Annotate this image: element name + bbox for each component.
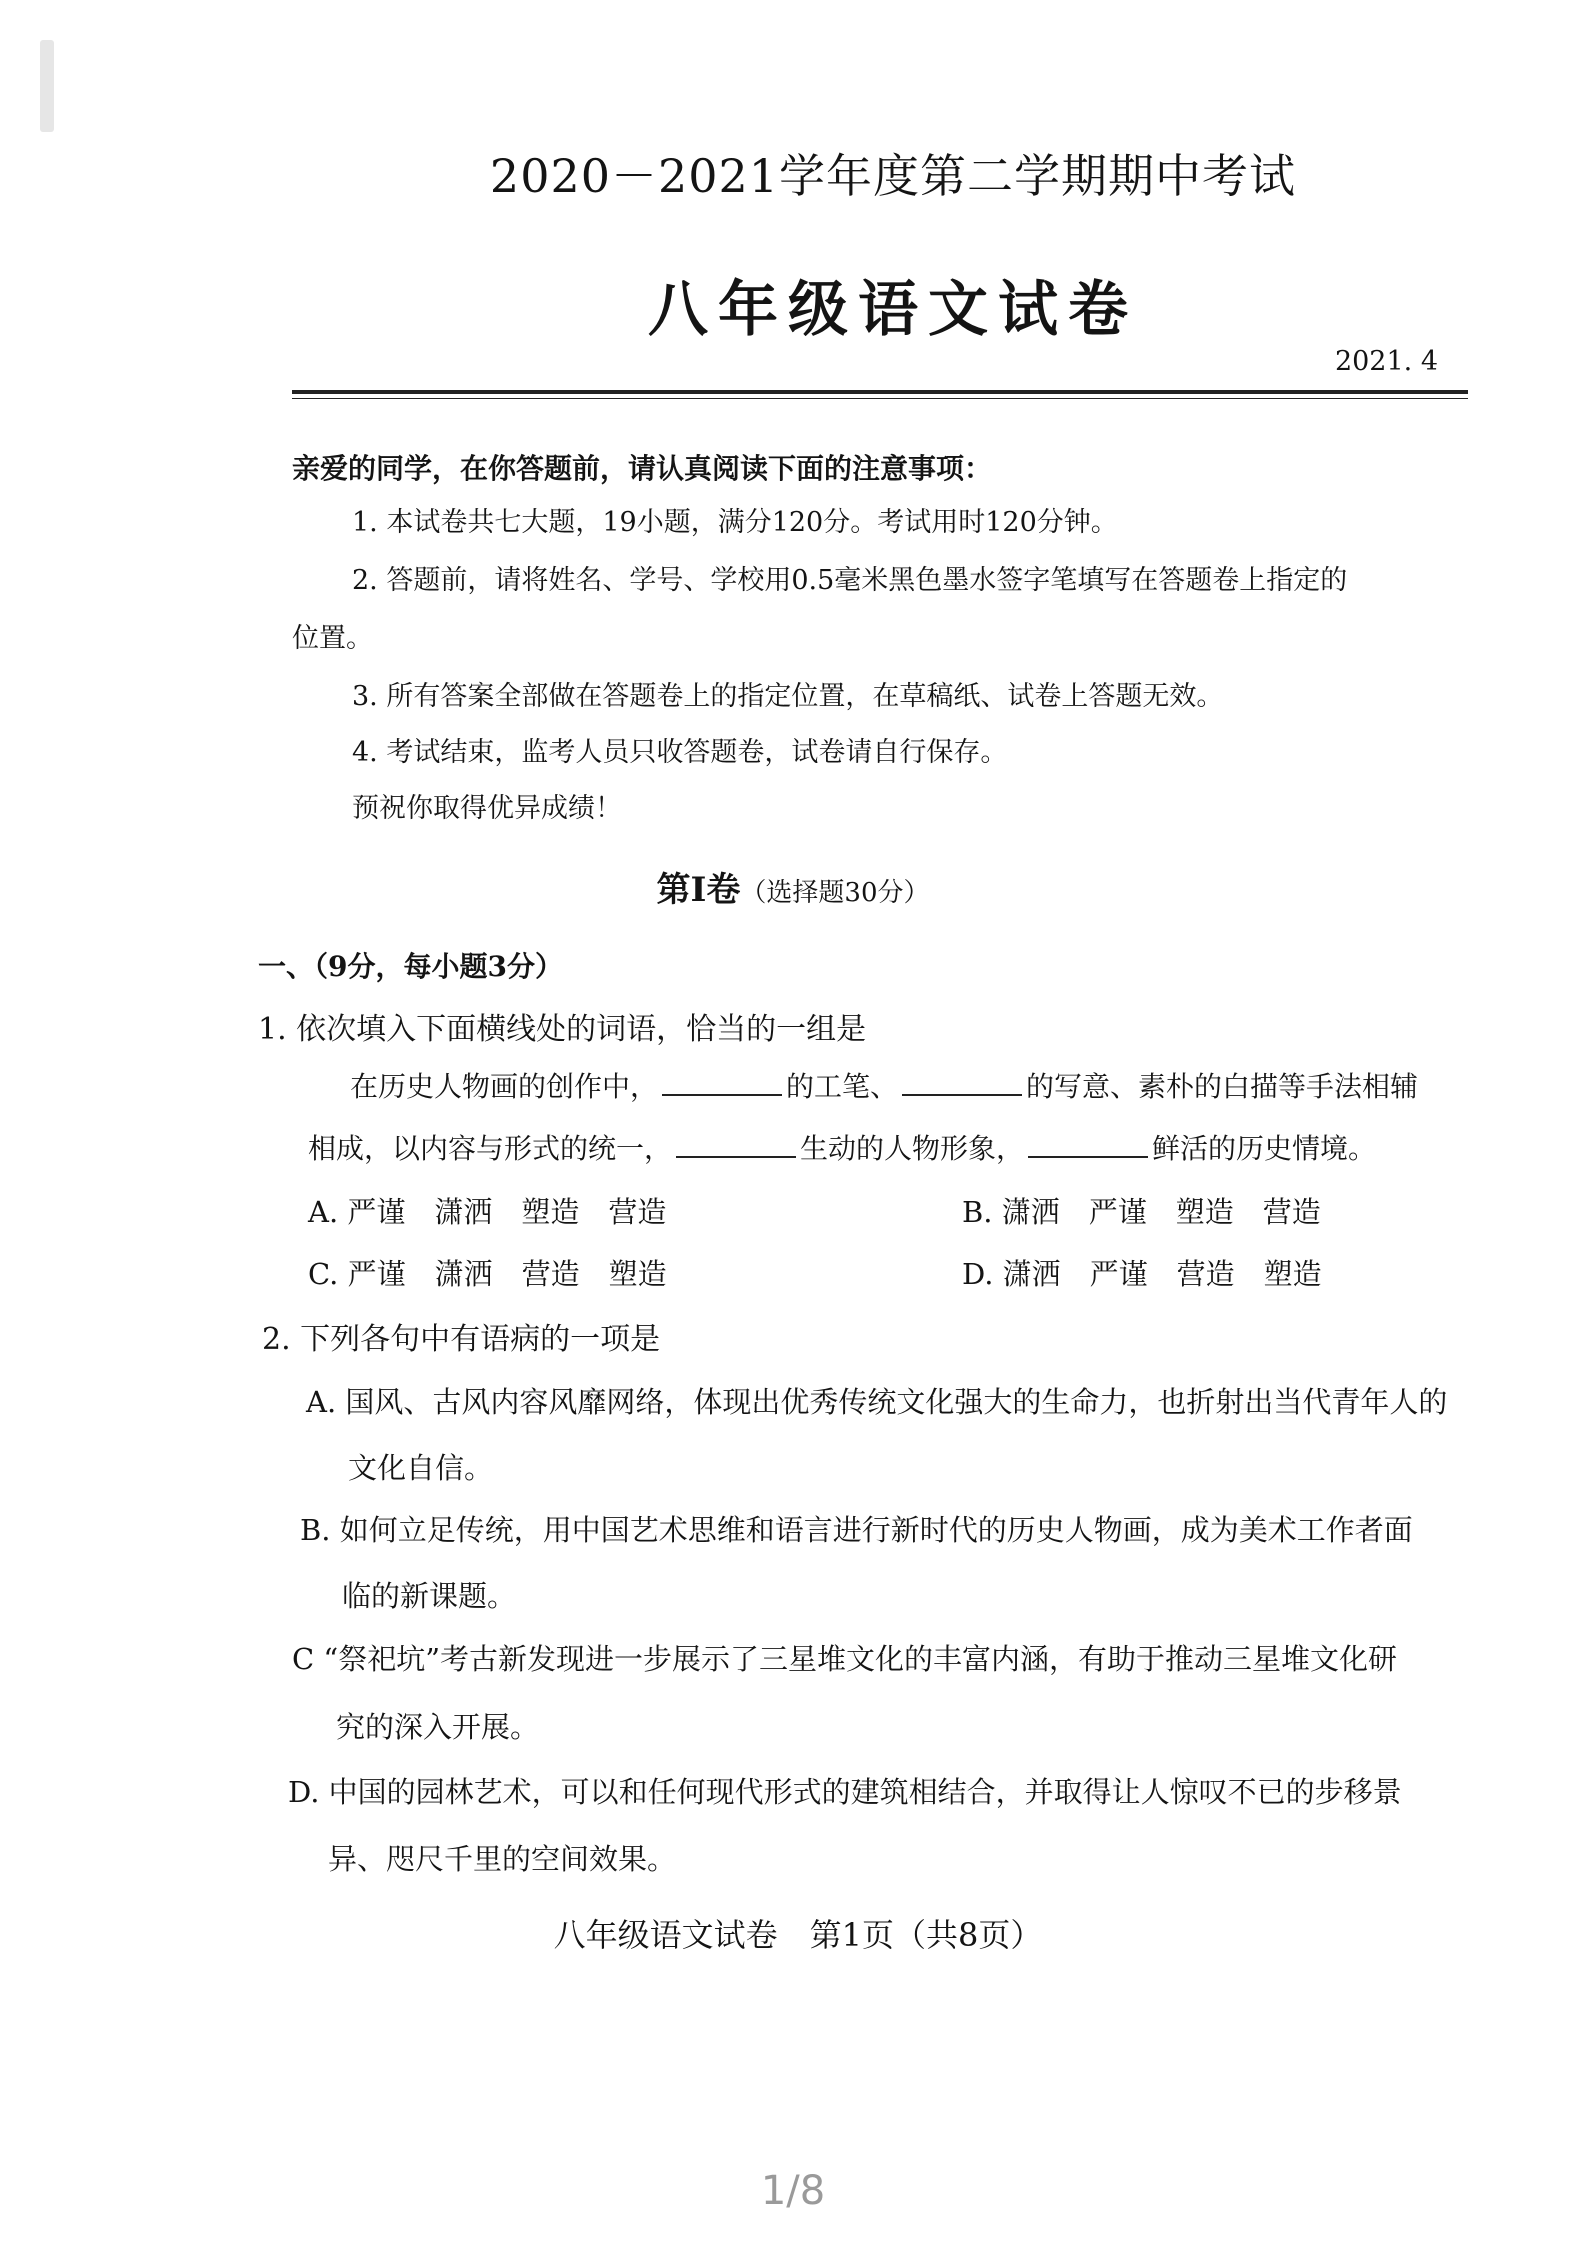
question-2-stem: 2. 下列各句中有语病的一项是 [262,1322,661,1357]
scroll-edge-indicator [40,40,54,132]
question-1-option-c: C. 严谨 潇洒 营造 塑造 [308,1257,667,1291]
instruction-item: 2. 答题前，请将姓名、学号、学校用0.5毫米黑色墨水签字笔填写在答题卷上指定的 [352,565,1348,596]
section-title [0,862,1586,911]
header-rule-thick [292,390,1468,394]
text-fragment: 鲜活的历史情境。 [1152,1132,1377,1165]
page-footer: 八年级语文试卷 第1页（共8页） [553,1916,1043,1954]
question-1-option-b: B. 潇洒 严谨 塑造 营造 [962,1195,1321,1229]
question-2-option-c-cont: 究的深入开展。 [336,1710,540,1744]
instructions-heading: 亲爱的同学，在你答题前，请认真阅读下面的注意事项： [292,452,993,485]
text-fragment: 相成，以内容与形式的统一， [308,1132,673,1165]
instruction-item: 3. 所有答案全部做在答题卷上的指定位置，在草稿纸、试卷上答题无效。 [352,681,1224,712]
question-2-option-b-cont: 临的新课题。 [342,1579,517,1613]
answer-blank [662,1072,782,1096]
question-1-line-1 [350,1065,1418,1105]
question-1-option-d: D. 潇洒 严谨 营造 塑造 [962,1257,1322,1291]
instruction-item: 1. 本试卷共七大题，19小题，满分120分。考试用时120分钟。 [352,507,1118,538]
text-fragment: 的工笔、 [786,1070,899,1103]
section-note: （选择题30分） [740,878,930,908]
question-2-option-d-cont: 异、咫尺千里的空间效果。 [328,1842,677,1876]
answer-blank [676,1134,796,1158]
exam-date: 2021. 4 [1334,346,1438,377]
text-fragment: 在历史人物画的创作中， [350,1070,659,1103]
exam-title: 2020－2021学年度第二学期期中考试 [489,149,1297,203]
part-heading: 一、（9分，每小题3分） [258,950,563,983]
text-fragment: 生动的人物形象， [800,1132,1025,1165]
question-2-option-d: D. 中国的园林艺术，可以和任何现代形式的建筑相结合，并取得让人惊叹不已的步移景 [288,1775,1402,1809]
question-2-option-c: C “祭祀坑”考古新发现进一步展示了三星堆文化的丰富内涵，有助于推动三星堆文化研 [292,1642,1398,1676]
exam-subtitle: 八年级语文试卷 [648,275,1138,345]
header-rule-thin [292,398,1468,399]
question-2-option-a-cont: 文化自信。 [348,1451,494,1485]
answer-blank [1028,1134,1148,1158]
instruction-item: 4. 考试结束，监考人员只收答题卷，试卷请自行保存。 [352,737,1008,768]
text-fragment: 的写意、素朴的白描等手法相辅 [1026,1070,1419,1103]
question-2-option-b: B. 如何立足传统，用中国艺术思维和语言进行新时代的历史人物画，成为美术工作者面 [300,1513,1413,1547]
page-indicator: 1/8 [760,2168,826,2214]
instruction-item: 位置。 [292,623,373,654]
question-1-stem: 1. 依次填入下面横线处的词语，恰当的一组是 [258,1012,867,1047]
question-1-line-2 [308,1127,1376,1167]
section-title-text: 第Ⅰ卷 [656,870,741,910]
instruction-item: 预祝你取得优异成绩！ [352,793,622,824]
question-2-option-a: A. 国风、古风内容风靡网络，体现出优秀传统文化强大的生命力，也折射出当代青年人的 [306,1385,1448,1419]
question-1-option-a: A. 严谨 潇洒 塑造 营造 [308,1195,667,1229]
answer-blank [902,1072,1022,1096]
